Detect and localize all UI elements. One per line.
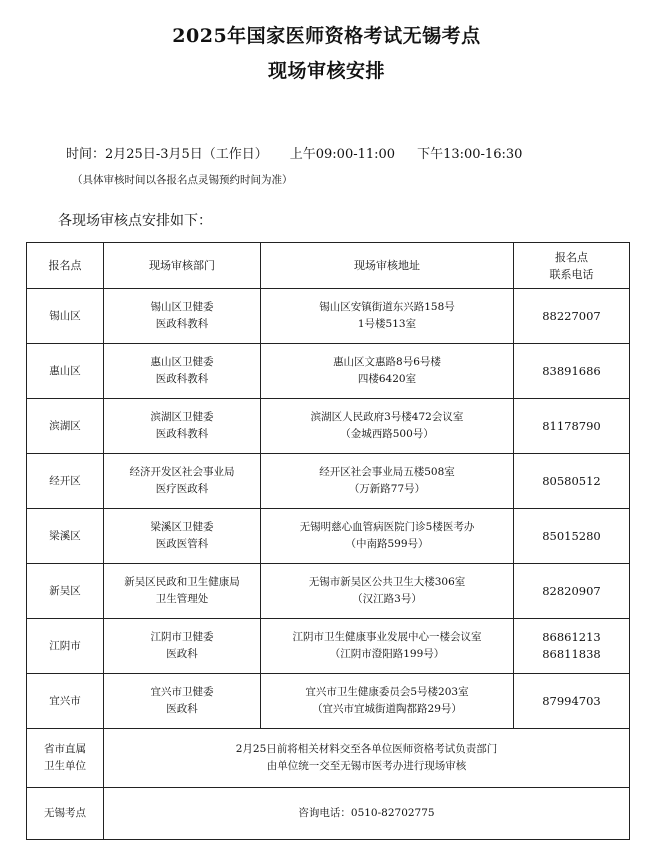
cell-point: 无锡考点 (27, 788, 104, 840)
cell-address (261, 344, 514, 399)
cell-provincial-text (104, 729, 630, 788)
cell-line: 86861213 (542, 630, 601, 644)
table-row (27, 564, 630, 619)
cell-phone (514, 289, 630, 344)
cell-line: 82820907 (542, 583, 601, 598)
cell-line: 医政医管科 (155, 538, 209, 550)
cell-dept (104, 619, 261, 674)
cell-line: 无锡明慈心血管病医院门诊5楼医考办 (299, 521, 475, 533)
cell-line: （中南路599号） (345, 538, 429, 550)
table-row (27, 289, 630, 344)
cell-line: 无锡市新吴区公共卫生大楼306室 (308, 576, 466, 588)
cell-point: 梁溪区 (27, 509, 104, 564)
table-row-provincial (27, 729, 630, 788)
cell-dept (104, 289, 261, 344)
table-row-wuxi (27, 788, 630, 840)
header-phone-line: 联系电话 (549, 267, 594, 281)
page-subtitle: 现场审核安排 (267, 60, 385, 82)
cell-line: 80580512 (542, 473, 601, 488)
cell-address (261, 399, 514, 454)
cell-point: 惠山区 (27, 344, 104, 399)
cell-phone (514, 509, 630, 564)
cell-point: 经开区 (27, 454, 104, 509)
cell-line: 锡山区安镇街道东兴路158号 (319, 301, 455, 313)
intro-text: 各现场审核点安排如下： (58, 213, 212, 229)
cell-line: 锡山区卫健委 (150, 301, 214, 313)
cell-line: 81178790 (542, 418, 601, 433)
cell-line: 卫生单位 (44, 760, 86, 772)
cell-line: 惠山区卫健委 (150, 356, 214, 368)
header-phone-line: 报名点 (555, 250, 588, 264)
cell-line: 88227007 (542, 308, 601, 323)
header-address: 现场审核地址 (261, 243, 514, 289)
cell-point: 锡山区 (27, 289, 104, 344)
cell-line: 85015280 (542, 528, 601, 543)
table-row (27, 454, 630, 509)
cell-phone (514, 619, 630, 674)
cell-phone (514, 344, 630, 399)
cell-line: （宜兴市宜城街道陶都路29号） (312, 703, 462, 715)
cell-point: 江阴市 (27, 619, 104, 674)
cell-line: 省市直属 (44, 743, 86, 755)
cell-line: （江阴市澄阳路199号） (329, 648, 445, 660)
cell-line: （万新路77号） (348, 483, 426, 495)
cell-line: 卫生管理处 (155, 593, 209, 605)
cell-point: 宜兴市 (27, 674, 104, 729)
table-row (27, 509, 630, 564)
cell-phone (514, 674, 630, 729)
cell-line: 83891686 (542, 363, 601, 378)
cell-point: 滨湖区 (27, 399, 104, 454)
cell-line: 宜兴市卫健委 (150, 686, 214, 698)
cell-phone (514, 454, 630, 509)
review-schedule-table (26, 242, 630, 840)
cell-line: 滨湖区人民政府3号楼472会议室 (310, 411, 464, 423)
cell-line: （金城西路500号） (340, 428, 434, 440)
header-point: 报名点 (27, 243, 104, 289)
table-row (27, 619, 630, 674)
table-row (27, 399, 630, 454)
cell-address (261, 289, 514, 344)
header-phone (514, 243, 630, 289)
cell-point: 新吴区 (27, 564, 104, 619)
cell-address (261, 564, 514, 619)
cell-line: 梁溪区卫健委 (150, 521, 214, 533)
cell-line: 新吴区民政和卫生健康局 (124, 576, 240, 588)
cell-line: 医政科 (166, 703, 198, 715)
cell-line: 87994703 (542, 693, 601, 708)
cell-line: 医政科教科 (155, 318, 209, 330)
cell-line: 江阴市卫健委 (150, 631, 214, 643)
cell-consult-phone: 咨询电话：0510-82702775 (104, 788, 630, 840)
table-header-row (27, 243, 630, 289)
cell-line: 惠山区文惠路8号6号楼 (333, 356, 441, 368)
header-dept: 现场审核部门 (104, 243, 261, 289)
schedule-morning: 上午09:00-11:00 (289, 147, 396, 162)
cell-dept (104, 344, 261, 399)
cell-dept (104, 399, 261, 454)
cell-line: 经开区社会事业局五楼508室 (319, 466, 455, 478)
schedule-note: （具体审核时间以各报名点灵锡预约时间为准） (72, 174, 293, 186)
cell-line: 宜兴市卫生健康委员会5号楼203室 (305, 686, 469, 698)
cell-address (261, 674, 514, 729)
table-row (27, 674, 630, 729)
cell-dept (104, 454, 261, 509)
cell-line: 由单位统一交至无锡市医考办进行现场审核 (266, 760, 467, 772)
page-title: 2025年国家医师资格考试无锡考点 (172, 25, 481, 47)
cell-line: 医政科教科 (155, 373, 209, 385)
cell-line: 86811838 (542, 647, 601, 661)
cell-line: 滨湖区卫健委 (150, 411, 214, 423)
schedule-time: 时间：2月25日-3月5日（工作日） (66, 147, 268, 162)
cell-phone (514, 399, 630, 454)
cell-line: 四楼6420室 (357, 373, 417, 385)
cell-address (261, 509, 514, 564)
cell-line: 经济开发区社会事业局 (129, 466, 235, 478)
cell-address (261, 619, 514, 674)
cell-line: 医政科 (166, 648, 198, 660)
cell-line: 江阴市卫生健康事业发展中心一楼会议室 (292, 631, 482, 643)
schedule-line (66, 143, 522, 162)
cell-line: 医疗医政科 (155, 483, 209, 495)
cell-dept (104, 509, 261, 564)
cell-address (261, 454, 514, 509)
cell-line: 1号楼513室 (357, 318, 417, 330)
cell-dept (104, 564, 261, 619)
table-row (27, 344, 630, 399)
cell-line: 医政科教科 (155, 428, 209, 440)
schedule-afternoon: 下午13:00-16:30 (417, 147, 523, 162)
cell-point (27, 729, 104, 788)
cell-line: （汉江路3号） (352, 593, 422, 605)
cell-phone (514, 564, 630, 619)
cell-dept (104, 674, 261, 729)
cell-line: 2月25日前将相关材料交至各单位医师资格考试负责部门 (235, 743, 498, 755)
